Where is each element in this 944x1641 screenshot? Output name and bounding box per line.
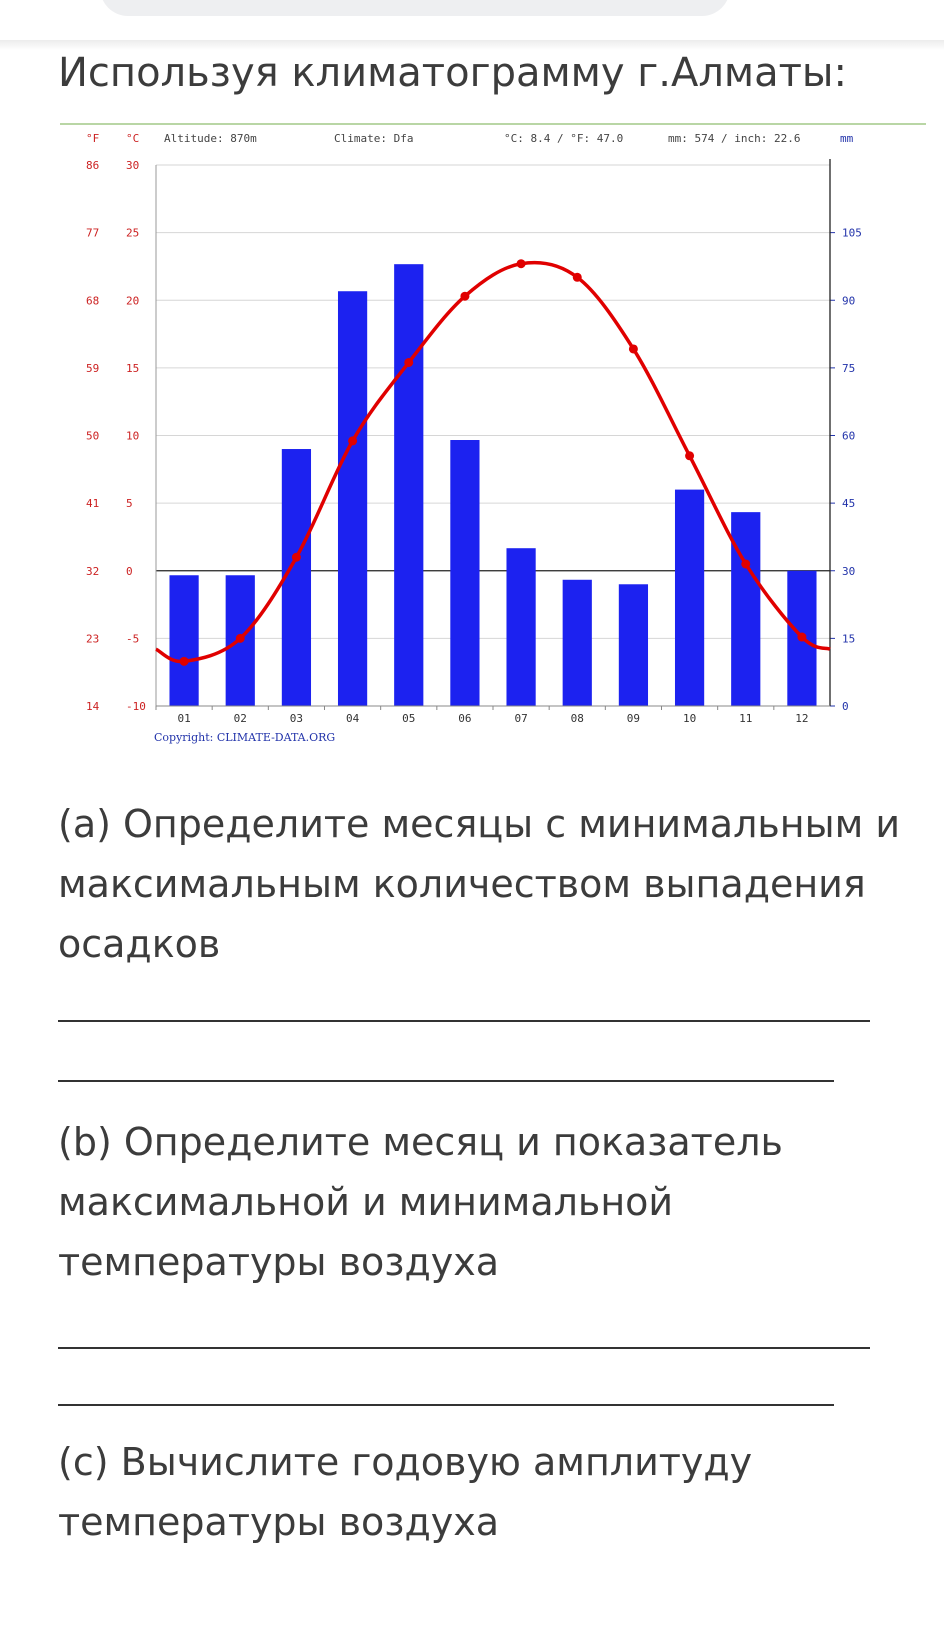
mm-tick-label: 60 bbox=[842, 429, 856, 443]
question-a: (a) Определите месяцы с минимальным и максимальным количеством выпадения осадков bbox=[58, 802, 901, 966]
precipitation-bar bbox=[394, 264, 423, 706]
precipitation-bar bbox=[169, 575, 198, 706]
month-label: 05 bbox=[402, 712, 416, 725]
temp-average-label: °C: 8.4 / °F: 47.0 bbox=[504, 132, 624, 145]
answer-line-a1[interactable] bbox=[58, 1020, 870, 1022]
temperature-point bbox=[404, 358, 413, 367]
month-label: 08 bbox=[570, 712, 584, 725]
c-tick-label: 25 bbox=[126, 226, 140, 240]
precipitation-bar bbox=[338, 291, 367, 706]
c-tick-label: -5 bbox=[126, 632, 140, 646]
header-shadow bbox=[0, 40, 944, 50]
f-tick-label: 14 bbox=[86, 700, 100, 713]
answer-line-b2[interactable] bbox=[58, 1404, 834, 1406]
c-tick-label: 20 bbox=[126, 294, 140, 308]
gridlines bbox=[156, 165, 830, 638]
altitude-label: Altitude: 870m bbox=[164, 132, 257, 145]
answer-line-b1[interactable] bbox=[58, 1347, 870, 1349]
temperature-point bbox=[741, 559, 750, 568]
question-c: (c) Вычислите годовую амплитуду температуры воздуха bbox=[58, 1440, 753, 1544]
c-tick-label: 30 bbox=[126, 159, 140, 172]
temperature-curve bbox=[156, 263, 830, 662]
f-unit-label: °F bbox=[86, 132, 100, 145]
precipitation-bar bbox=[506, 548, 535, 706]
month-label: 11 bbox=[739, 712, 753, 725]
top-search-pill[interactable] bbox=[100, 0, 730, 16]
f-tick-label: 59 bbox=[86, 361, 100, 375]
c-tick-label: -10 bbox=[126, 700, 146, 713]
temperature-line bbox=[156, 259, 830, 666]
month-label: 01 bbox=[177, 712, 191, 725]
chart-divider bbox=[60, 123, 926, 125]
temperature-point bbox=[180, 657, 189, 666]
month-label: 04 bbox=[345, 712, 360, 725]
mm-tick-label: 75 bbox=[842, 361, 856, 375]
mm-tick-label: 90 bbox=[842, 294, 856, 308]
month-label: 12 bbox=[795, 712, 809, 725]
month-label: 09 bbox=[626, 712, 641, 725]
temperature-point bbox=[348, 436, 357, 445]
month-label: 02 bbox=[233, 712, 247, 725]
precip-total-label: mm: 574 / inch: 22.6 bbox=[668, 132, 801, 145]
precipitation-bar bbox=[675, 490, 704, 706]
f-tick-label: 77 bbox=[86, 226, 100, 240]
mm-tick-label: 30 bbox=[842, 564, 856, 578]
c-tick-label: 15 bbox=[126, 361, 140, 375]
temperature-point bbox=[573, 273, 582, 282]
f-tick-label: 32 bbox=[86, 564, 100, 578]
temperature-point bbox=[685, 451, 694, 460]
f-tick-label: 23 bbox=[86, 632, 100, 646]
f-tick-label: 41 bbox=[86, 497, 100, 511]
c-tick-label: 10 bbox=[126, 429, 140, 443]
precipitation-bars bbox=[169, 264, 816, 706]
month-label: 07 bbox=[514, 712, 528, 725]
month-label: 10 bbox=[682, 712, 697, 725]
mm-unit-label: mm bbox=[840, 132, 854, 145]
precipitation-bar bbox=[450, 440, 479, 706]
precipitation-bar bbox=[563, 580, 592, 706]
mm-tick-label: 15 bbox=[842, 632, 856, 646]
temperature-point bbox=[797, 633, 806, 642]
question-b: (b) Определите месяц и показатель максимальной и минимальной температуры воздуха bbox=[58, 1120, 783, 1284]
month-label: 03 bbox=[289, 712, 304, 725]
f-tick-label: 86 bbox=[86, 159, 100, 172]
month-label: 06 bbox=[458, 712, 472, 725]
c-tick-label: 0 bbox=[126, 564, 133, 578]
climate-chart bbox=[60, 128, 926, 788]
temperature-point bbox=[629, 344, 638, 353]
mm-tick-label: 105 bbox=[842, 226, 862, 240]
f-tick-label: 50 bbox=[86, 429, 100, 443]
copyright-label: Copyright: CLIMATE-DATA.ORG bbox=[154, 731, 336, 744]
answer-line-a2[interactable] bbox=[58, 1080, 834, 1082]
mm-tick-label: 0 bbox=[842, 700, 849, 713]
temperature-point bbox=[460, 292, 469, 301]
temperature-point bbox=[292, 553, 301, 562]
f-tick-label: 68 bbox=[86, 294, 100, 308]
precipitation-bar bbox=[731, 512, 760, 706]
c-tick-label: 5 bbox=[126, 497, 133, 511]
page-heading: Используя климатограмму г.Алматы: bbox=[58, 50, 847, 96]
c-unit-label: °C bbox=[126, 132, 140, 145]
climate-label: Climate: Dfa bbox=[334, 132, 414, 145]
mm-tick-label: 45 bbox=[842, 497, 856, 511]
temperature-point bbox=[236, 634, 245, 643]
temperature-point bbox=[517, 259, 526, 268]
precipitation-bar bbox=[619, 584, 648, 706]
